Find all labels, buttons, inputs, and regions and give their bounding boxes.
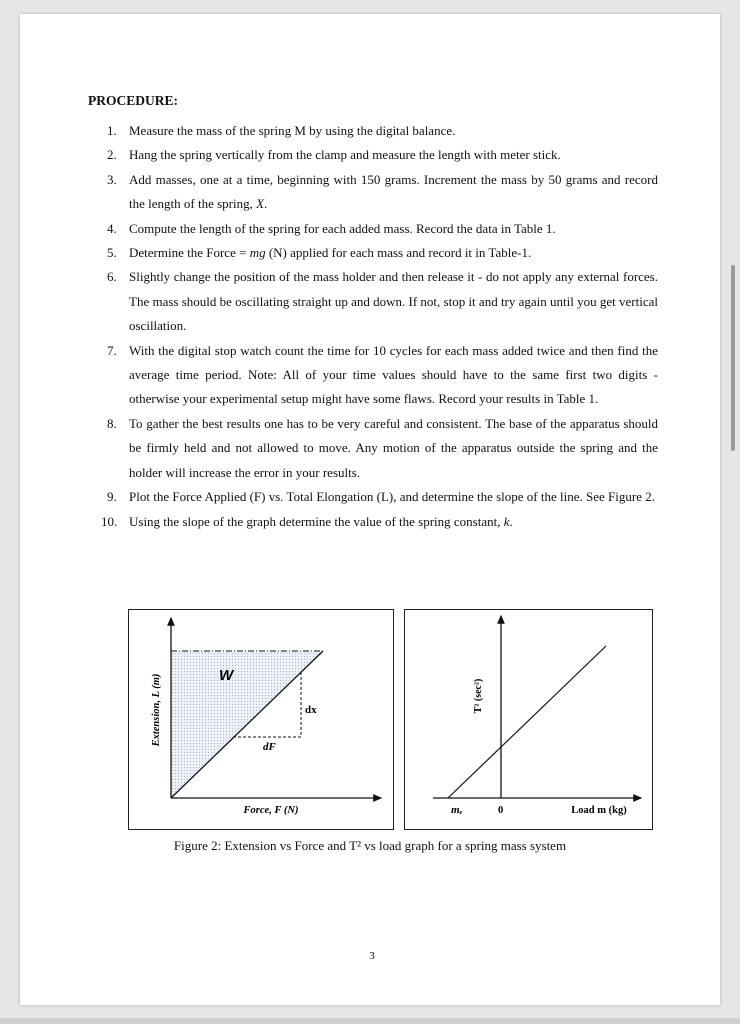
- me-label: mₑ: [451, 804, 463, 816]
- figure-period-vs-load: [404, 609, 653, 830]
- procedure-step: [88, 168, 658, 217]
- step-text: Using the slope of the graph determine the value of the spring constant, k.: [129, 513, 513, 529]
- step-number: 6.: [107, 269, 117, 285]
- step-text: Hang the spring vertically from the clamp and measure the length with meter stick.: [129, 147, 561, 163]
- step-text: Slightly change the position of the mass holder and then release it - do not apply any external forces. The mass should be oscillating straight up and down. If not, stop it and try again until you get vertical oscillation.: [129, 269, 658, 334]
- step-number: 10.: [101, 513, 118, 529]
- step-number: 4.: [107, 220, 117, 236]
- zero-label: 0: [498, 805, 504, 816]
- step-number: 7.: [107, 342, 117, 358]
- y-axis-label: Extension, L (m): [151, 673, 162, 747]
- document-page: [20, 14, 720, 1005]
- procedure-step: [88, 241, 658, 265]
- step-text: Plot the Force Applied (F) vs. Total Elongation (L), and determine the slope of the line. See Figure 2.: [129, 489, 655, 505]
- step-number: 9.: [107, 489, 117, 505]
- y-axis-label: T² (sec²): [473, 678, 484, 714]
- procedure-step: [88, 412, 658, 485]
- step-text: To gather the best results one has to be very careful and consistent. The base of the apparatus should be firmly held and not allowed to move. Any motion of the apparatus outside the spring and the holder will increase the error in your results.: [129, 415, 658, 480]
- area-label: W: [219, 667, 234, 684]
- step-text: Add masses, one at a time, beginning with 150 grams. Increment the mass by 50 grams and record the length of the spring, X.: [129, 171, 658, 212]
- step-text: Compute the length of the spring for each added mass. Record the data in Table 1.: [129, 220, 556, 236]
- figure-caption: Figure 2: Extension vs Force and T² vs load graph for a spring mass system: [173, 838, 567, 853]
- step-number: 1.: [107, 123, 117, 138]
- procedure-step: [88, 510, 658, 534]
- procedure-step: [88, 143, 658, 167]
- vertical-scrollbar[interactable]: [731, 265, 735, 451]
- step-text: Measure the mass of the spring M by using the digital balance.: [129, 123, 456, 138]
- procedure-step: [88, 265, 658, 338]
- page-number: 3: [369, 950, 375, 962]
- procedure-step: [88, 339, 658, 412]
- x-axis-label: Load m (kg): [571, 805, 627, 816]
- step-number: 3.: [107, 171, 117, 187]
- step-number: 2.: [107, 147, 117, 163]
- procedure-list: [88, 119, 658, 534]
- step-number: 5.: [107, 245, 117, 261]
- x-axis-label: Force, F (N): [243, 805, 299, 816]
- procedure-step: [88, 119, 658, 143]
- next-page-edge: [0, 1018, 740, 1024]
- dx-label: dx: [305, 704, 317, 716]
- df-label: dF: [263, 741, 276, 753]
- fit-line: [448, 646, 606, 798]
- step-text: Determine the Force = mg (N) applied for each mass and record it in Table-1.: [129, 245, 532, 261]
- figure-extension-vs-force: [128, 609, 394, 830]
- step-number: 8.: [107, 415, 117, 431]
- step-text: With the digital stop watch count the time for 10 cycles for each mass added twice and then find the average time period. Note: All of your time values should have to the same first two digits - otherwise your experimental setup might have some flaws. Record your results in Table 1.: [129, 342, 658, 407]
- procedure-step: [88, 485, 658, 509]
- section-heading: PROCEDURE:: [88, 93, 178, 108]
- procedure-step: [88, 217, 658, 241]
